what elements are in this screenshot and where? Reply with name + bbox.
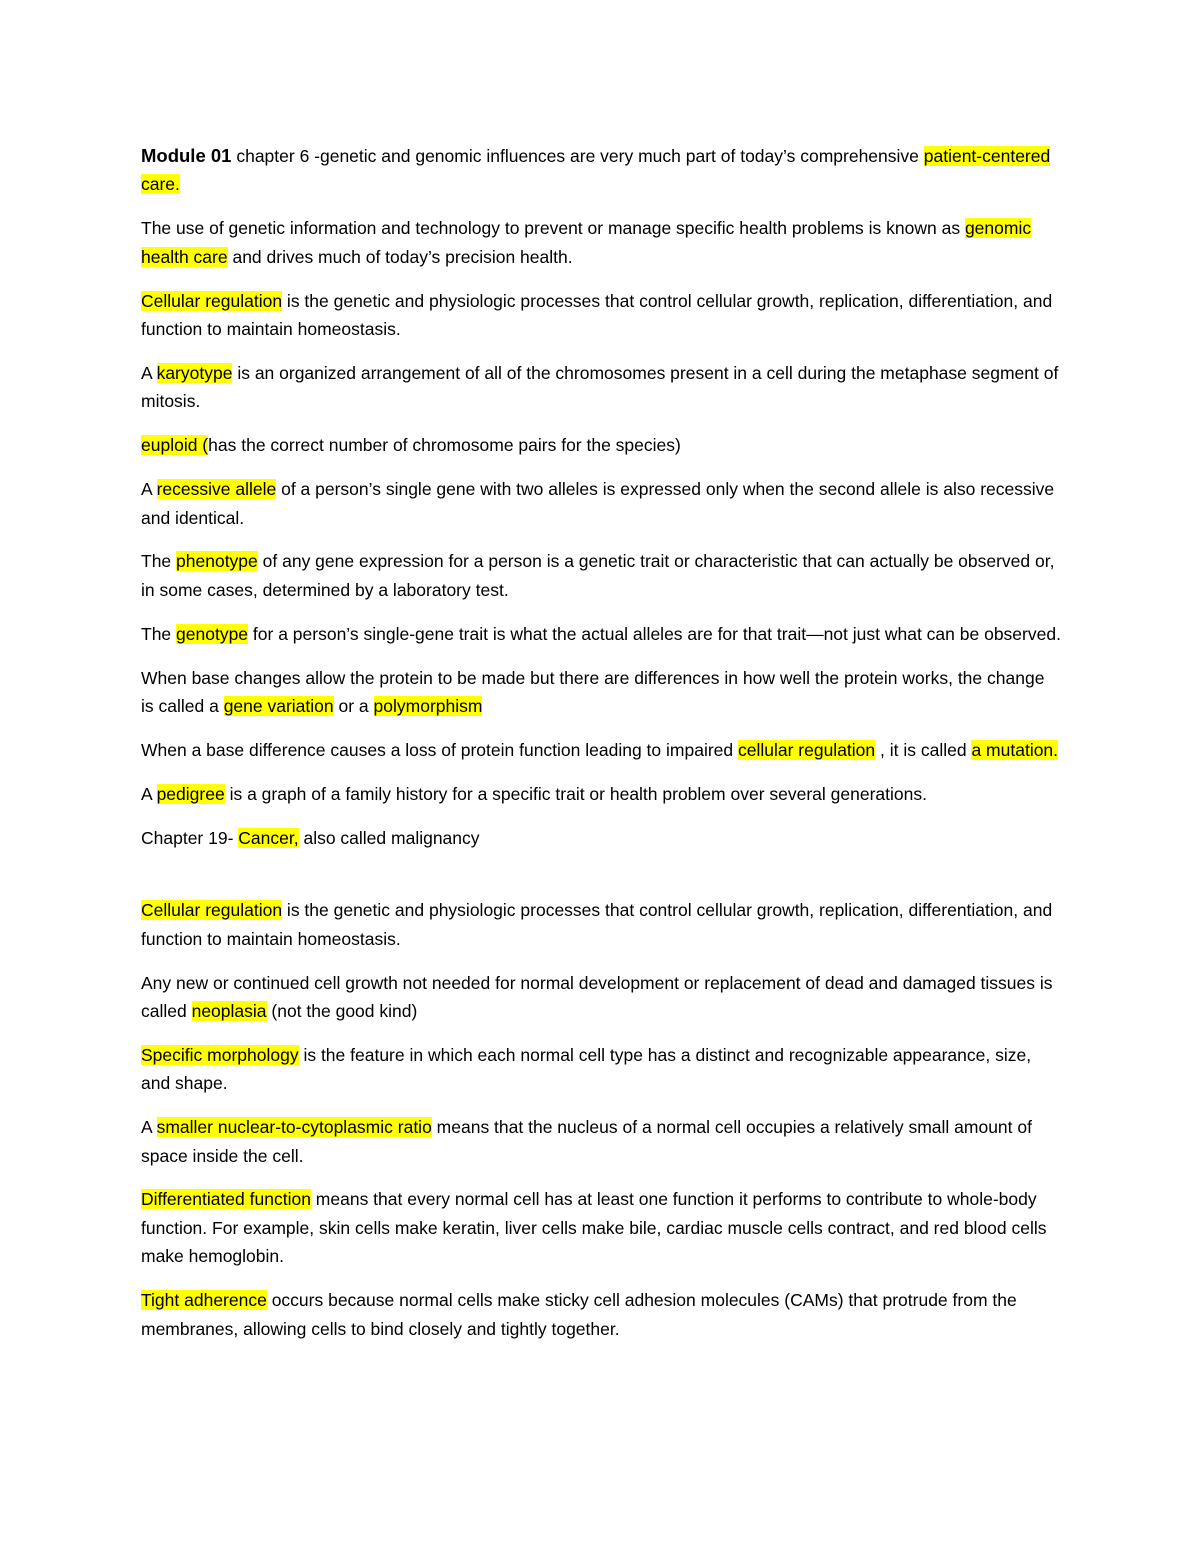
paragraph-p18 (141, 1286, 1061, 1343)
paragraph-p2 (141, 214, 1061, 271)
highlighted-term: gene variation (223, 696, 334, 717)
paragraph-p14 (141, 969, 1061, 1026)
highlighted-term: smaller nuclear-to-cytoplasmic ratio (156, 1117, 432, 1138)
paragraph-p11 (141, 780, 1061, 808)
highlighted-term: genomic health care (141, 218, 1032, 267)
highlighted-term: a mutation. (971, 740, 1059, 760)
paragraph-p13 (141, 896, 1061, 953)
text-run: and drives much of today’s precision health. (227, 246, 573, 267)
highlighted-term: Specific morphology (141, 1044, 299, 1065)
highlighted-term: cellular regulation (737, 740, 876, 760)
paragraph-p17 (141, 1185, 1061, 1270)
highlighted-term: neoplasia (191, 1000, 267, 1021)
paragraph-p9 (141, 664, 1061, 721)
text-run: means that the nucleus of a normal cell occupies a relatively small amount of space inside the cell. (141, 1117, 1032, 1166)
paragraph-p5 (141, 431, 1061, 459)
highlighted-term: Cellular regulation (141, 290, 283, 311)
text-run: (not the good kind) (266, 1000, 418, 1021)
text-run: is an organized arrangement of all of the chromosomes present in a cell during the metaphase segment of mitosis. (141, 362, 1059, 412)
paragraph-p7 (141, 547, 1061, 604)
text-run: has the correct number of chromosome pairs for the species) (208, 435, 681, 456)
text-run: Any new or continued cell growth not needed for normal development or replacement of dead and damaged tissues is called (141, 972, 1053, 1021)
paragraph-p4 (141, 359, 1061, 416)
text-run: The (141, 623, 177, 644)
highlighted-term: Cellular regulation (141, 900, 283, 921)
text-run: The use of genetic information and technology to prevent or manage specific health problems is known as (141, 218, 965, 239)
highlighted-term: Differentiated function (141, 1189, 311, 1210)
paragraph-p15 (141, 1041, 1061, 1098)
document-body (141, 142, 1061, 1359)
highlighted-term: patient-centered care. (141, 146, 1051, 195)
paragraph-p16 (141, 1113, 1061, 1170)
paragraph-p1 (141, 142, 1061, 199)
text-run: A (141, 362, 157, 383)
text-run: of a person’s single gene with two alleles is expressed only when the second allele is also recessive and identical. (141, 479, 1055, 528)
text-run: is the genetic and physiologic processes that control cellular growth, replication, differentiation, and function to maintain homeostasis. (141, 900, 1053, 949)
text-run: also called malignancy (298, 827, 480, 848)
paragraph-p10 (141, 736, 1061, 764)
text-run: A (141, 783, 157, 804)
paragraph-p3 (141, 287, 1061, 344)
highlighted-term: pedigree (156, 783, 225, 804)
text-run: is the genetic and physiologic processes that control cellular growth, replication, differentiation, and function to maintain homeostasis. (141, 290, 1053, 340)
text-run: means that every normal cell has at least one function it performs to contribute to whole-body function. For example, skin cells make keratin, liver cells make bile, cardiac muscle cells contract, and red blood cells make hemoglobin. (141, 1189, 1047, 1267)
text-run: Chapter 19- (141, 827, 239, 848)
text-run: , it is called (875, 740, 972, 760)
text-run: The (141, 551, 177, 572)
text-run: is the feature in which each normal cell type has a distinct and recognizable appearance, size, and shape. (141, 1044, 1032, 1094)
text-run: of any gene expression for a person is a genetic trait or characteristic that can actually be observed or, in some cases, determined by a laboratory test. (141, 551, 1055, 600)
text-run: A (141, 1117, 157, 1138)
text-run: When a base difference causes a loss of protein function leading to impaired (141, 740, 738, 760)
highlighted-term: polymorphism (373, 696, 483, 717)
text-run: or a (333, 696, 374, 717)
highlighted-term: phenotype (176, 551, 258, 572)
text-run: occurs because normal cells make sticky cell adhesion molecules (CAMs) that protrude from the membranes, allowing cells to bind closely and tightly together. (141, 1290, 1017, 1339)
text-run: A (141, 479, 157, 500)
highlighted-term: recessive allele (156, 479, 277, 500)
highlighted-term: Cancer, (238, 827, 299, 848)
text-run: When base changes allow the protein to be made but there are differences in how well the protein works, the change is called a (141, 667, 1045, 717)
highlighted-term: karyotype (156, 362, 233, 383)
highlighted-term: euploid ( (141, 435, 209, 456)
paragraph-p8 (141, 620, 1061, 648)
module-heading: Module 01 (141, 145, 232, 166)
text-run: chapter 6 -genetic and genomic influences are very much part of today’s comprehensive (231, 146, 924, 166)
paragraph-p12 (141, 824, 1061, 852)
highlighted-term: Tight adherence (141, 1290, 267, 1311)
text-run: for a person’s single-gene trait is what the actual alleles are for that trait—not just what can be observed. (248, 623, 1061, 644)
text-run: is a graph of a family history for a specific trait or health problem over several generations. (224, 783, 927, 804)
paragraph-p6 (141, 475, 1061, 532)
highlighted-term: genotype (176, 623, 249, 644)
